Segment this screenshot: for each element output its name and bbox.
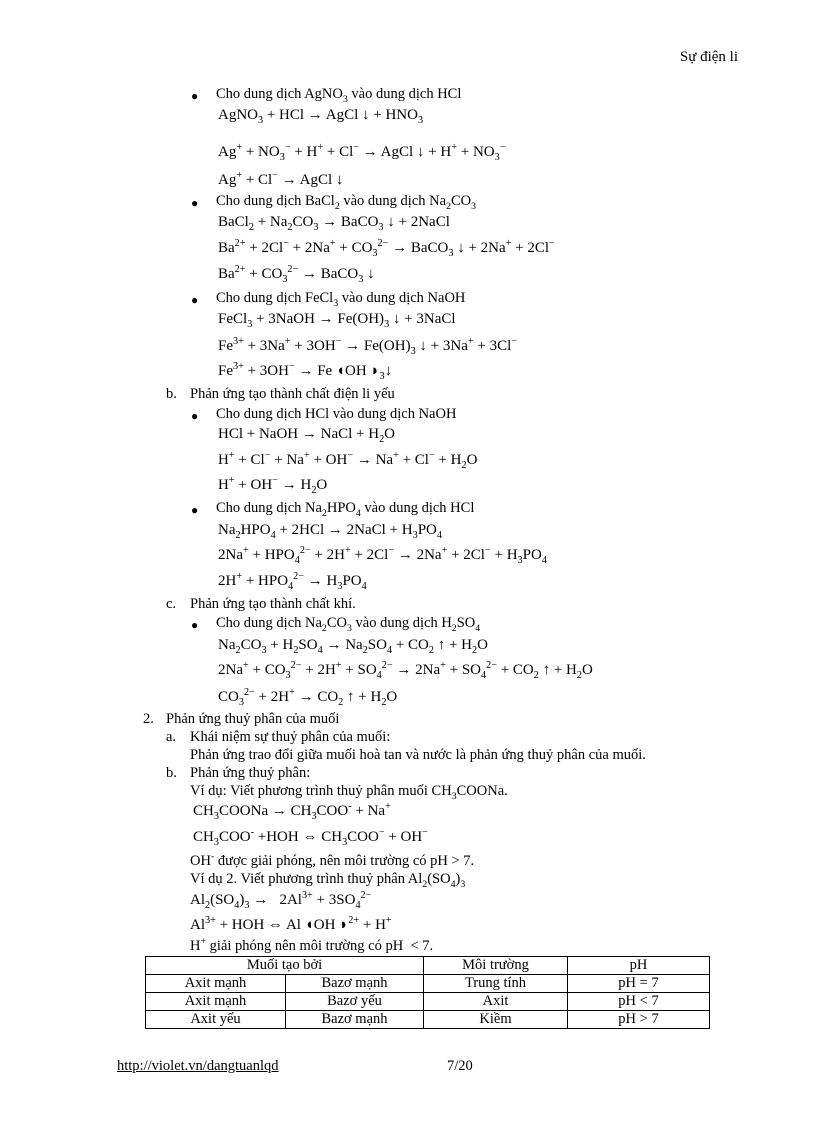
section-title: Phản ứng tạo thành chất điện li yếu: [190, 386, 395, 402]
table-cell: Bazơ mạnh: [286, 1011, 424, 1029]
section-title: Phản ứng tạo thành chất khí.: [190, 596, 356, 612]
subsection-title: Phản ứng thuỷ phân:: [190, 765, 311, 781]
table-cell: pH = 7: [568, 975, 710, 993]
page-number: 7/20: [447, 1058, 473, 1074]
table-header-row: [146, 957, 710, 975]
equation: $Fe^{3+} + 3OH^- \to Fe$ ◖OH $◗_3↓$: [218, 361, 393, 382]
bullet-icon: ●: [191, 293, 199, 307]
equation: $Al^{3+}$ + HOH ⇔ Al ◖OH ◗$^{2+}$ + H+: [190, 915, 392, 933]
table-cell: Axit yếu: [146, 1011, 286, 1029]
table-cell: Axit mạnh: [146, 975, 286, 993]
table-cell: Axit: [424, 993, 568, 1011]
equation: $Ba^{2+} + CO_3^{2-}$ → BaCO$_3$ ↓: [218, 264, 375, 285]
bullet-icon: ●: [191, 89, 199, 103]
page-header-title: Sự điện li: [679, 49, 738, 65]
table-row: [146, 975, 710, 993]
item-heading: Cho dung dịch HCl vào dung dịch NaOH: [216, 406, 457, 422]
table-cell: Bazơ mạnh: [286, 975, 424, 993]
subsection-label: a.: [166, 729, 177, 745]
table-cell: Axit mạnh: [146, 993, 286, 1011]
table-cell: Bazơ yếu: [286, 993, 424, 1011]
equation: $CO_3^{2-} + 2H^+ \to CO_2$ ↑ + $H_2O$: [218, 687, 398, 708]
table-header-cell: Môi trường: [424, 957, 568, 975]
item-heading: Cho dung dịch BaCl$_2$ vào dung dịch $Na_2CO_3$: [216, 193, 477, 212]
equation: $CH_3COONa \to CH_3COO^- + Na^+$: [193, 801, 391, 822]
ph-table: [145, 956, 710, 1029]
example-text: OH- được giải phóng, nên môi trường có pH > 7.: [190, 851, 475, 869]
equation: $Fe^{3+} + 3Na^+ + 3OH^- \to Fe(OH)_3$ ↓ + 3Na+ + 3Cl−: [218, 336, 518, 357]
example-text: Ví dụ 2. Viết phương trình thuỷ phân $Al_2(SO_4)_3$: [190, 871, 466, 890]
table-row: [146, 993, 710, 1011]
table-header-cell: pH: [568, 957, 710, 975]
equation: $H^+ + OH^- \to H_2O$: [218, 475, 328, 496]
equation: $Na_2HPO_4 + 2HCl$ → 2NaCl + $H_3PO_4$: [218, 522, 442, 541]
equation: $Ag^+ + NO_3^- + H^+ + Cl^-$ → AgCl ↓ + $H^+ + NO_3^-$: [218, 142, 506, 163]
table-cell: pH > 7: [568, 1011, 710, 1029]
equation: $2Na^+ + HPO_4^{2-} + 2H^+ + 2Cl^- \to 2Na^+ + 2Cl^- + H_3PO_4$: [218, 545, 547, 566]
equation: $2H^+ + HPO_4^{2-} \to H_3PO_4$: [218, 571, 367, 592]
equation: HCl + NaOH → NaCl + $H_2O$: [218, 426, 396, 445]
example-text: H+ giải phóng nên môi trường có pH < 7.: [190, 936, 434, 954]
section-title: Phản ứng thuỷ phân của muối: [166, 711, 340, 727]
table-cell: Trung tính: [424, 975, 568, 993]
equation: $H^+ + Cl^- + Na^+ + OH^- \to Na^+ + Cl^- + H_2O$: [218, 450, 478, 471]
equation: FeCl$_3$ + 3NaOH → $Fe(OH)_3$ ↓ + 3NaCl: [218, 311, 456, 330]
subsection-title: Khái niệm sự thuỷ phân của muối:: [190, 729, 391, 745]
footer-link[interactable]: http://violet.vn/dangtuanlqd: [117, 1058, 279, 1074]
equation: $CH_3COO^- +HOH$ ⇔ $CH_3COO^- + OH^-$: [193, 827, 428, 848]
item-heading: Cho dung dịch FeCl$_3$ vào dung dịch NaOH: [216, 290, 466, 309]
item-heading: Cho dung dịch AgNO$_3$ vào dung dịch HCl: [216, 86, 462, 105]
bullet-icon: ●: [191, 196, 199, 210]
subsection-label: b.: [166, 765, 177, 781]
section-label: c.: [166, 596, 177, 612]
equation: $Al_2(SO_4)_3 \to 2Al^{3+} + 3SO_4^{2-}$: [190, 890, 372, 911]
definition-text: Phản ứng trao đổi giữa muối hoà tan và nước là phản ứng thuỷ phân của muối.: [190, 747, 646, 763]
example-text: Ví dụ: Viết phương trình thuỷ phân muối $CH_3COONa$.: [190, 783, 508, 802]
table-row: [146, 1011, 710, 1029]
table-cell: pH < 7: [568, 993, 710, 1011]
bullet-icon: ●: [191, 618, 199, 632]
table-cell: Kiềm: [424, 1011, 568, 1029]
equation: $Ba^{2+} + 2Cl^- + 2Na^+ + CO_3^{2-}$ → BaCO$_3$ ↓ + 2Na+ + 2Cl−: [218, 238, 555, 259]
section-label: b.: [166, 386, 177, 402]
section-number: 2.: [143, 711, 154, 727]
equation: BaCl$_2$ + $Na_2CO_3$ → BaCO$_3$ ↓ + 2NaCl: [218, 214, 450, 233]
equation: $Na_2CO_3 + H_2SO_4 \to Na_2SO_4 + CO_2$ ↑ + $H_2O$: [218, 637, 488, 656]
item-heading: Cho dung dịch $Na_2CO_3$ vào dung dịch $H_2SO_4$: [216, 615, 481, 634]
equation: Ag+ + Cl− → AgCl ↓: [218, 170, 344, 188]
table-header-cell: Muối tạo bởi: [146, 957, 424, 975]
item-heading: Cho dung dịch $Na_2HPO_4$ vào dung dịch HCl: [216, 500, 475, 519]
equation: $2Na^+ + CO_3^{2-} + 2H^+ + SO_4^{2-} \to 2Na^+ + SO_4^{2-} + CO_2$ ↑ + $H_2O$: [218, 660, 593, 681]
bullet-icon: ●: [191, 409, 199, 423]
equation: AgNO$_3$ + HCl → AgCl ↓ + $HNO_3$: [218, 107, 424, 126]
bullet-icon: ●: [191, 503, 199, 517]
